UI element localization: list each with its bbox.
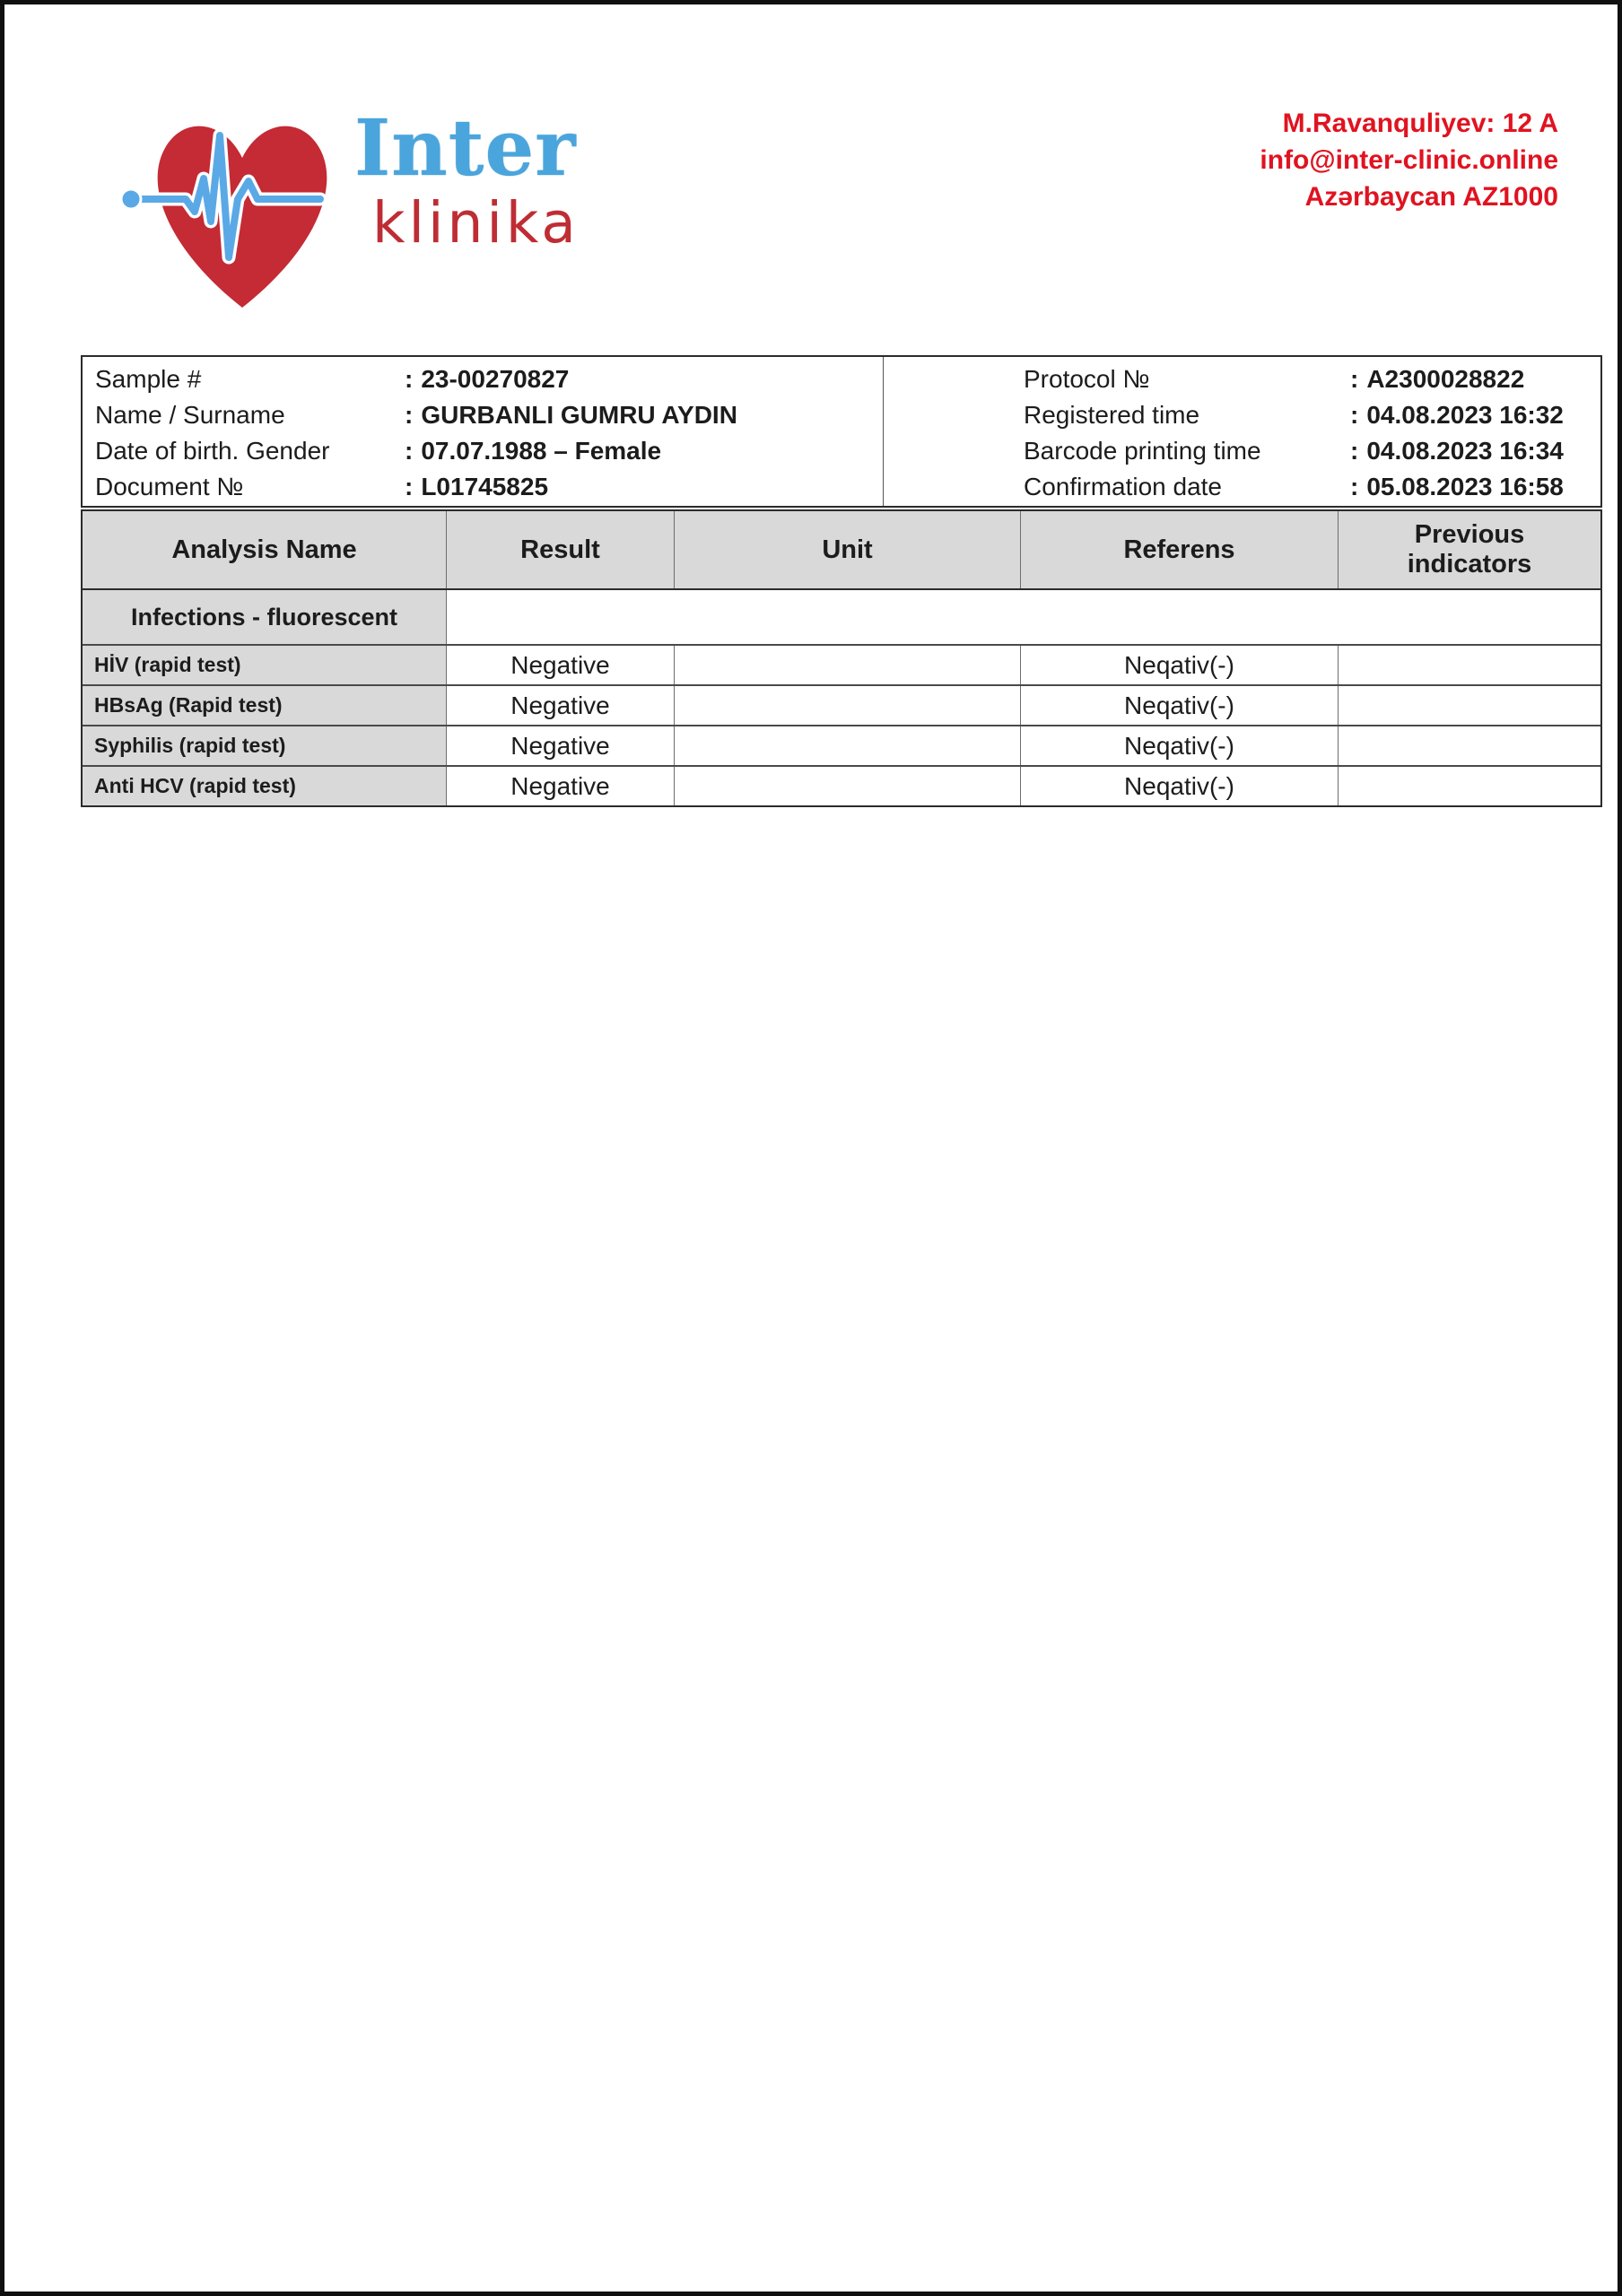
info-label: Protocol №	[1024, 365, 1150, 393]
info-label: Name / Surname	[95, 401, 285, 429]
result-cell: Negative	[447, 646, 675, 684]
result-cell: Negative	[447, 686, 675, 725]
info-value: 07.07.1988 – Female	[421, 437, 662, 465]
heart-ekg-icon	[119, 85, 345, 320]
unit-cell	[675, 726, 1021, 765]
info-row-confirmation	[1024, 469, 1600, 505]
table-row-hbsag	[83, 686, 1600, 726]
contact-address-line: M.Ravanquliyev: 12 A	[1282, 109, 1558, 138]
unit-cell	[675, 686, 1021, 725]
contact-block	[1260, 105, 1558, 215]
table-row-syphilis	[83, 726, 1600, 767]
section-row	[83, 590, 1600, 646]
column-header-unit: Unit	[675, 511, 1021, 588]
info-row-protocol	[1024, 361, 1600, 397]
info-row-name	[95, 397, 883, 433]
unit-cell	[675, 767, 1021, 805]
pulse-dot	[121, 189, 141, 209]
info-label: Registered time	[1024, 401, 1200, 429]
referens-cell: Neqativ(-)	[1021, 726, 1339, 765]
referens-cell: Neqativ(-)	[1021, 646, 1339, 684]
results-table	[81, 509, 1602, 807]
patient-info-table	[81, 355, 1602, 508]
info-row-document	[95, 469, 883, 505]
info-value: 04.08.2023 16:32	[1366, 401, 1564, 429]
column-header-analysis-name: Analysis Name	[83, 511, 447, 588]
results-header-row	[83, 511, 1600, 590]
info-label: Barcode printing time	[1024, 437, 1261, 465]
previous-indicators-cell	[1339, 726, 1600, 765]
result-cell: Negative	[447, 726, 675, 765]
section-header: Infections - fluorescent	[83, 590, 447, 644]
patient-info-right	[884, 357, 1600, 506]
info-separator: :	[1350, 365, 1359, 393]
info-row-barcode	[1024, 433, 1600, 469]
info-value: GURBANLI GUMRU AYDIN	[421, 401, 737, 429]
column-header-previous-indicators: Previous indicators	[1339, 511, 1600, 588]
result-cell: Negative	[447, 767, 675, 805]
info-separator: :	[405, 473, 414, 500]
info-separator: :	[1350, 401, 1359, 429]
unit-cell	[675, 646, 1021, 684]
previous-indicators-cell	[1339, 646, 1600, 684]
info-row-sample	[95, 361, 883, 397]
patient-info-left	[83, 357, 884, 506]
analysis-name-cell: Anti HCV (rapid test)	[83, 767, 447, 805]
referens-cell: Neqativ(-)	[1021, 767, 1339, 805]
heart-shape	[158, 126, 327, 308]
info-label: Document №	[95, 473, 244, 500]
section-row-empty-area	[447, 590, 1600, 644]
info-separator: :	[405, 365, 414, 393]
info-value: 05.08.2023 16:58	[1366, 473, 1564, 500]
previous-indicators-cell	[1339, 686, 1600, 725]
info-separator: :	[1350, 473, 1359, 500]
info-value: L01745825	[421, 473, 549, 500]
info-label: Confirmation date	[1024, 473, 1223, 500]
info-value: A2300028822	[1366, 365, 1525, 393]
referens-cell: Neqativ(-)	[1021, 686, 1339, 725]
previous-indicators-cell	[1339, 767, 1600, 805]
info-value: 04.08.2023 16:34	[1366, 437, 1564, 465]
brand-name-klinika: klinika	[372, 190, 580, 256]
contact-country-zip: Azərbaycan AZ1000	[1304, 182, 1558, 212]
contact-email: info@inter-clinic.online	[1260, 145, 1558, 175]
info-label: Sample #	[95, 365, 202, 393]
column-header-result: Result	[447, 511, 675, 588]
info-label: Date of birth. Gender	[95, 437, 330, 465]
analysis-name-cell: Syphilis (rapid test)	[83, 726, 447, 765]
info-separator: :	[405, 437, 414, 465]
info-separator: :	[1350, 437, 1359, 465]
info-value: 23-00270827	[421, 365, 570, 393]
table-row-hiv	[83, 646, 1600, 686]
analysis-name-cell: HBsAg (Rapid test)	[83, 686, 447, 725]
info-row-birth-gender	[95, 433, 883, 469]
info-separator: :	[405, 401, 414, 429]
table-row-anti-hcv	[83, 767, 1600, 805]
clinic-logo	[119, 85, 622, 327]
analysis-name-cell: HİV (rapid test)	[83, 646, 447, 684]
brand-name-inter: Inter	[354, 103, 577, 194]
info-row-registered	[1024, 397, 1600, 433]
column-header-referens: Referens	[1021, 511, 1339, 588]
